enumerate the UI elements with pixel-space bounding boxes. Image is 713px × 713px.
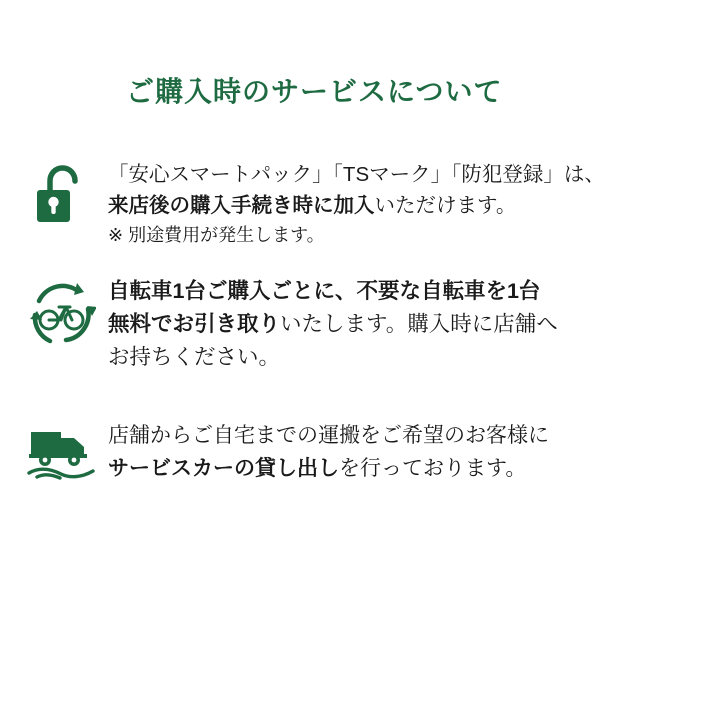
- page-title: ご購入時のサービスについて: [126, 76, 503, 107]
- text-line: 「安心スマートパック」「TSマーク」「防犯登録」は、: [108, 163, 605, 186]
- text-emphasis: サービスカーの貸し出し: [108, 456, 339, 480]
- text-line: お持ちください。: [108, 345, 281, 370]
- text-line: [108, 453, 675, 486]
- text-emphasis: 自転車1台ご購入ごとに、不要な自転車を1台: [108, 278, 541, 303]
- list-item-text: [108, 160, 713, 249]
- open-padlock-icon: [26, 160, 98, 226]
- list-item: [0, 160, 713, 249]
- text-emphasis: 来店後の購入手続き時に加入: [108, 193, 375, 217]
- service-item-list: [0, 160, 713, 520]
- text-plain: を行っております。: [339, 456, 527, 480]
- delivery-truck-hand-icon: [26, 420, 98, 486]
- text-plain: いただけます。: [374, 193, 517, 217]
- text-line: 店舗からご自宅までの運搬をご希望のお客様に: [108, 424, 549, 448]
- text-note: ※ 別途費用が発生します。: [108, 224, 325, 245]
- list-item: [0, 420, 713, 486]
- list-item-text: [108, 420, 713, 485]
- text-line: [108, 308, 675, 341]
- list-item-text: [108, 275, 713, 375]
- list-item: [0, 275, 713, 375]
- text-plain: いたします。購入時に店舗へ: [280, 311, 558, 336]
- text-emphasis: 無料でお引き取り: [108, 311, 281, 336]
- bicycle-recycle-icon: [26, 275, 98, 347]
- text-line: [108, 191, 675, 222]
